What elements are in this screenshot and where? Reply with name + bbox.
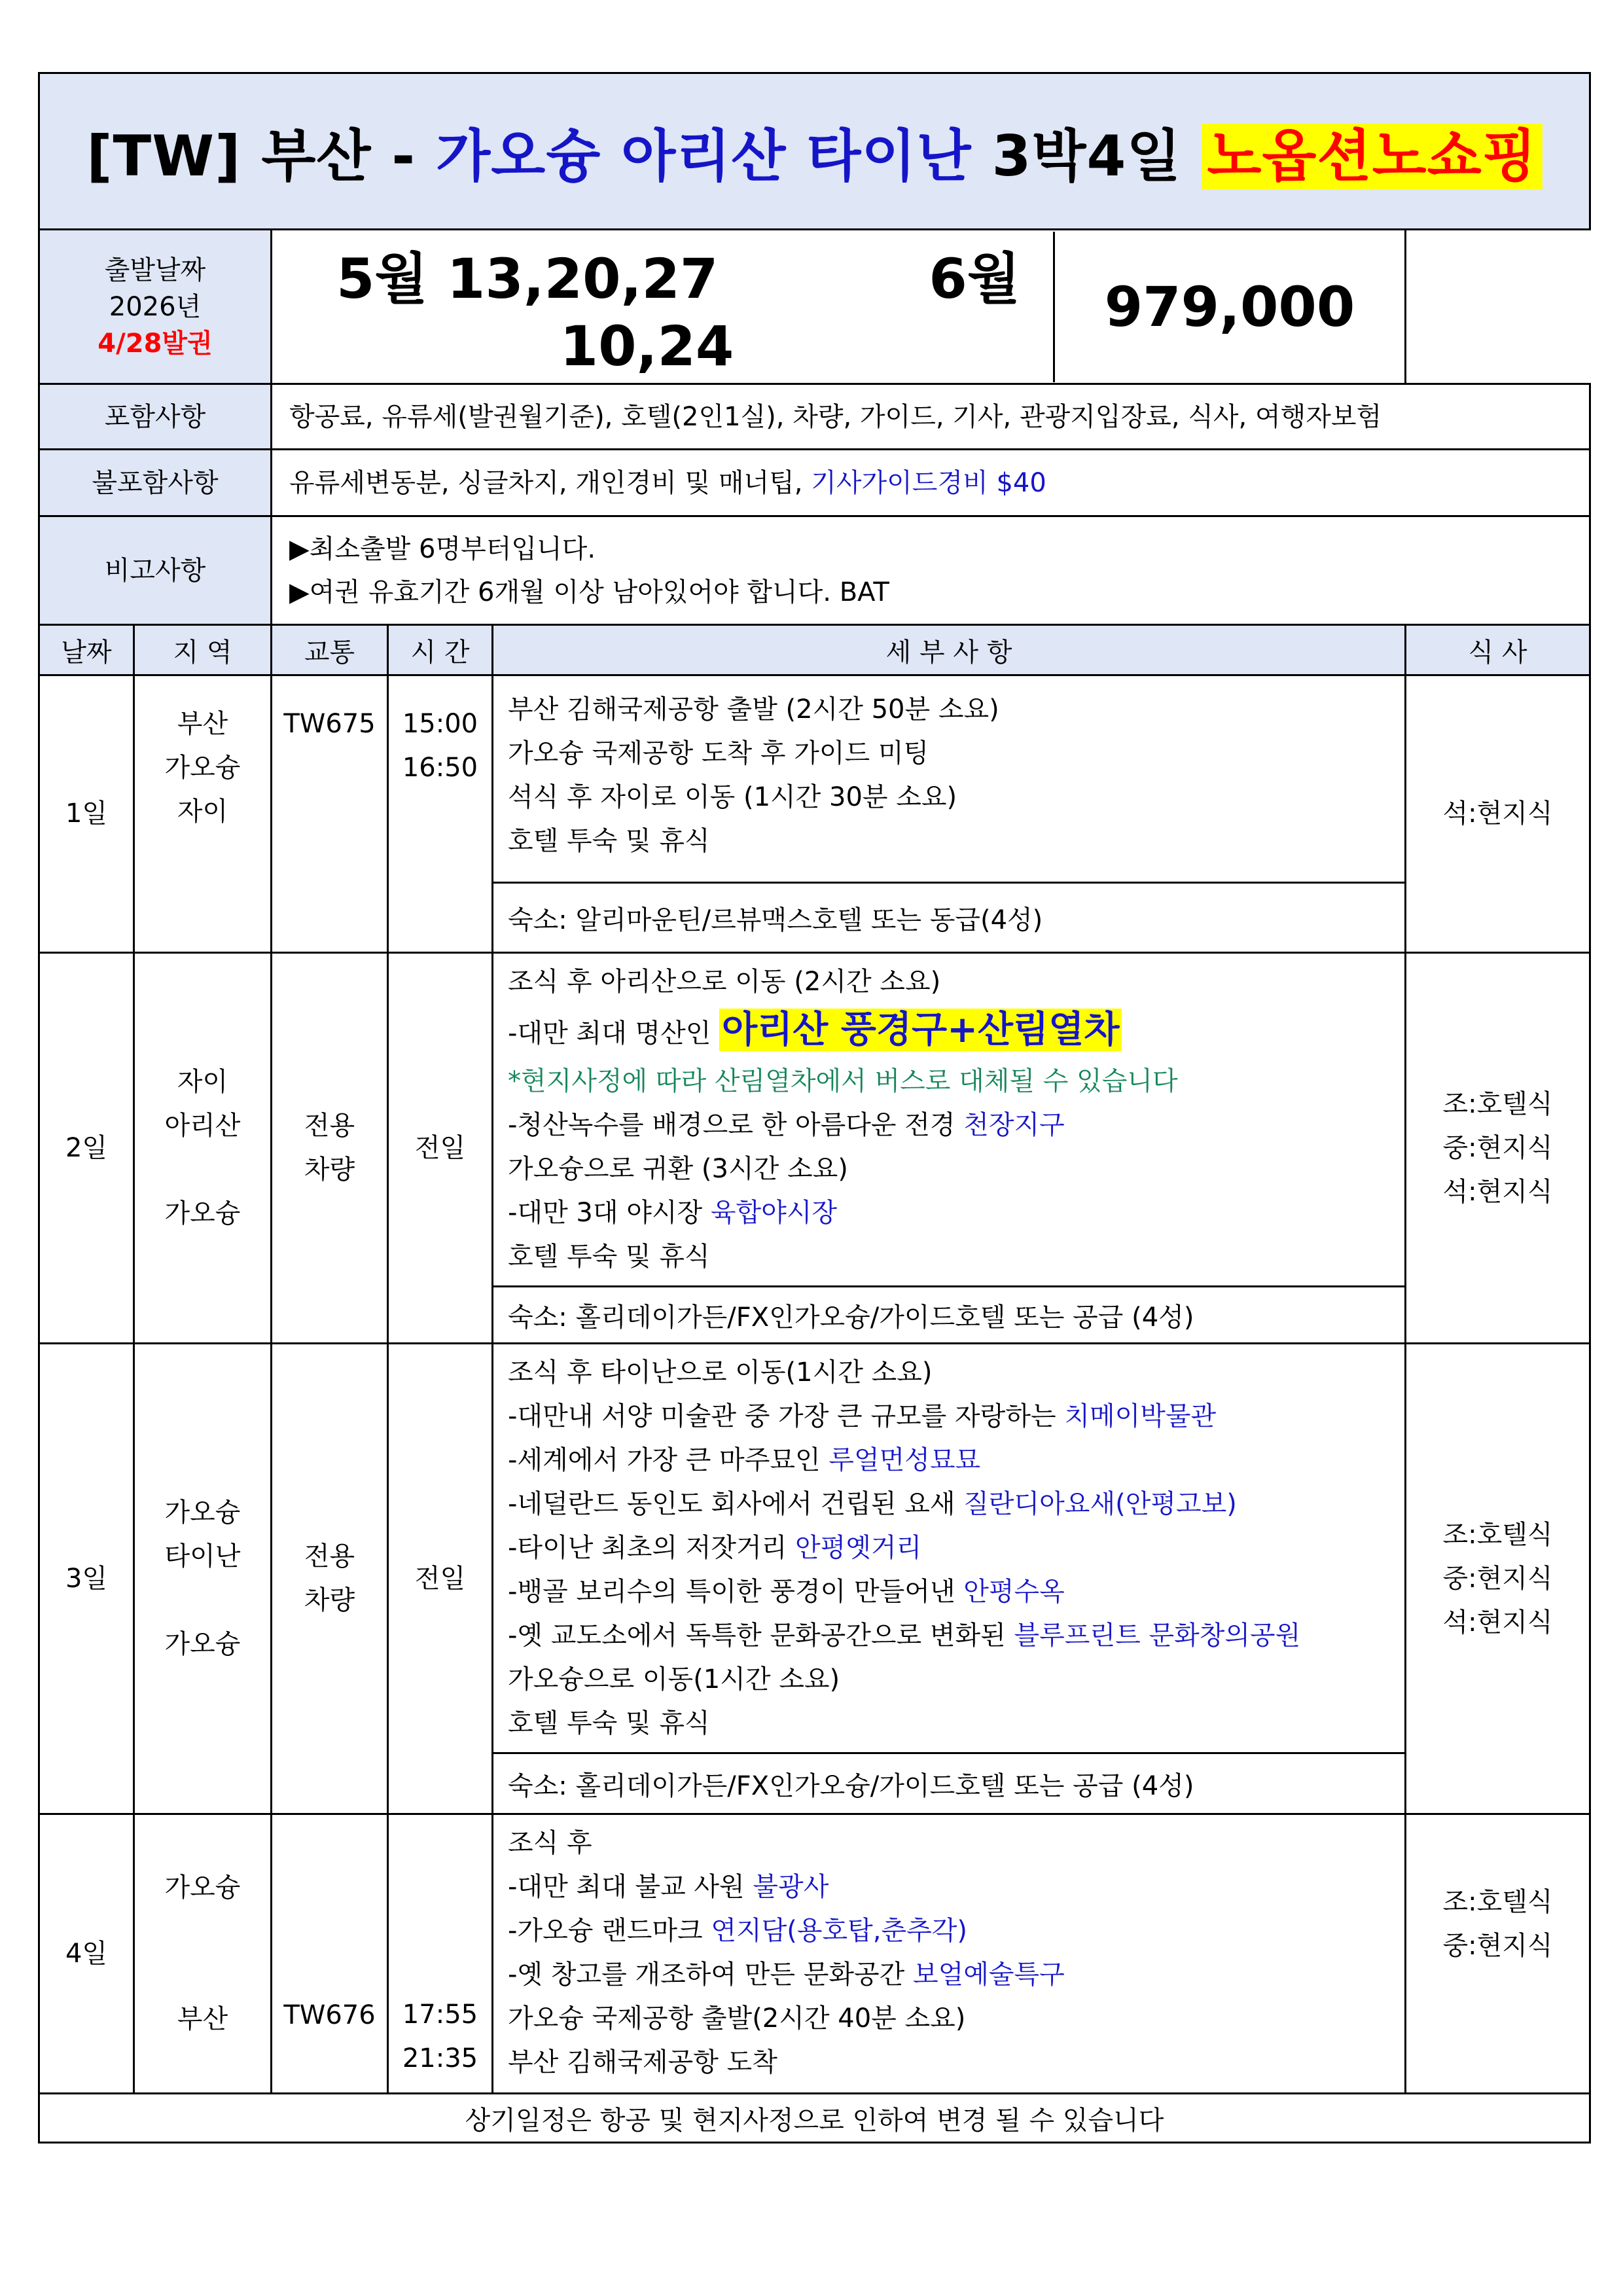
day3-line-7 <box>508 1614 1404 1658</box>
day4-line-4-text: -옛 창고를 개조하여 만든 문화공간 <box>508 1960 913 1990</box>
footer-notice: 상기일정은 항공 및 현지사정으로 인하여 변경 될 수 있습니다 <box>39 2094 1590 2143</box>
day3-day: 3일 <box>39 1344 134 1814</box>
departure-year: 2026년 <box>109 291 202 322</box>
day4-day: 4일 <box>39 1814 134 2094</box>
day3-transport-2: 차량 <box>304 1585 355 1615</box>
day3-line-2-text: -대만내 서양 미술관 중 가장 큰 규모를 자랑하는 <box>508 1401 1065 1431</box>
day2-line-2 <box>508 1004 1404 1060</box>
day3-line-3-text: -세계에서 가장 큰 마주묘인 <box>508 1445 829 1475</box>
departure-dates-text <box>272 232 1054 382</box>
day3-line-8: 가오슝으로 이동(1시간 소요) <box>508 1664 840 1695</box>
day4-region <box>134 1814 272 2094</box>
day1-arrive-time: 16:50 <box>402 753 478 783</box>
day1-region-1: 부산 <box>177 709 228 739</box>
day2-highlight-alishan: 아리산 풍경구+산림열차 <box>719 1009 1122 1051</box>
guide-fee: 기사가이드경비 $40 <box>811 467 1046 498</box>
may-dates: 5월 13,20,27 <box>336 247 719 311</box>
includes-label: 포함사항 <box>39 384 272 450</box>
departure-label <box>39 230 272 384</box>
day2-time: 전일 <box>388 953 493 1344</box>
day3-sight-4: 안평옛거리 <box>794 1533 922 1563</box>
day4-line-5: 가오슝 국제공항 출발(2시간 40분 소요) <box>508 2003 966 2034</box>
day3-sight-5: 안평수옥 <box>963 1577 1065 1607</box>
day2-transport-2: 차량 <box>304 1155 355 1185</box>
day3-meal-lunch: 중:현지식 <box>1442 1563 1553 1594</box>
day1-meals <box>1406 675 1590 953</box>
day2-day: 2일 <box>39 953 134 1344</box>
day2-transport-1: 전용 <box>304 1111 355 1141</box>
day4-line-1: 조식 후 <box>508 1828 592 1858</box>
header-details: 세 부 사 항 <box>493 625 1406 675</box>
day4-line-3-text: -가오슝 랜드마크 <box>508 1916 711 1946</box>
page-title <box>39 73 1590 230</box>
includes-text: 항공료, 유류세(발권월기준), 호텔(2인1실), 차량, 가이드, 기사, 관광지입장료, 식사, 여행자보험 <box>272 384 1590 450</box>
excludes-text <box>272 450 1590 516</box>
day3-region <box>134 1344 272 1814</box>
title-duration: 3박4일 <box>971 124 1202 189</box>
day4-line-4 <box>508 1953 1404 1997</box>
day3-line-2 <box>508 1395 1404 1439</box>
day3-schedule <box>493 1344 1406 1753</box>
header-day: 날짜 <box>39 625 134 675</box>
day2-meals <box>1406 953 1590 1344</box>
remark-passport: ▶여권 유효기간 6개월 이상 남아있어야 합니다. BAT <box>289 577 889 607</box>
day4-line-2 <box>508 1865 1404 1909</box>
day3-hotel: 숙소: 홀리데이가든/FX인가오슝/가이드호텔 또는 공급 (4성) <box>493 1753 1406 1814</box>
remarks-text <box>272 516 1590 625</box>
departure-dates <box>272 230 1406 384</box>
day4-region-1: 가오슝 <box>164 1873 241 1903</box>
day2-line-4-text: -청산녹수를 배경으로 한 아름다운 전경 <box>508 1110 964 1140</box>
day3-line-1: 조식 후 타이난으로 이동(1시간 소요) <box>508 1357 933 1388</box>
day4-line-6: 부산 김해국제공항 도착 <box>508 2047 777 2077</box>
day3-sight-2: 루얼먼성묘묘 <box>829 1445 981 1475</box>
day4-line-3 <box>508 1909 1404 1953</box>
day2-line-6-text: -대만 3대 야시장 <box>508 1198 711 1228</box>
day4-schedule <box>493 1814 1406 2094</box>
day3-line-5-text: -타이난 최초의 저잣거리 <box>508 1533 795 1563</box>
day2-line-4 <box>508 1103 1404 1147</box>
day2-region <box>134 953 272 1344</box>
day3-line-3 <box>508 1439 1404 1482</box>
day4-region-2: 부산 <box>177 2004 228 2034</box>
title-prefix: [TW] 부산 - <box>86 124 437 189</box>
june-dates: 6월 10,24 <box>560 247 1020 378</box>
day3-sight-6: 블루프린트 문화창의공원 <box>1014 1621 1301 1651</box>
header-time: 시 간 <box>388 625 493 675</box>
day1-region-2: 가오슝 <box>164 753 241 783</box>
day2-transport <box>272 953 388 1344</box>
day3-meals <box>1406 1344 1590 1814</box>
day2-line-7: 호텔 투숙 및 휴식 <box>508 1242 710 1272</box>
day4-sight-1: 불광사 <box>753 1872 829 1902</box>
remarks-label: 비고사항 <box>39 516 272 625</box>
day3-line-9: 호텔 투숙 및 휴식 <box>508 1708 710 1738</box>
day1-depart-time: 15:00 <box>402 709 478 739</box>
day3-region-1: 가오슝 <box>164 1498 241 1528</box>
day4-time <box>388 1814 493 2094</box>
day3-sight-3: 질란디아요새(안평고보) <box>963 1489 1237 1519</box>
day1-region-3: 자이 <box>177 797 228 827</box>
day3-line-7-text: -옛 교도소에서 독특한 문화공간으로 변화된 <box>508 1621 1014 1651</box>
departure-label-text: 출발날짜 <box>104 255 206 285</box>
header-meals: 식 사 <box>1406 625 1590 675</box>
day3-transport-1: 전용 <box>304 1541 355 1571</box>
day3-line-6-text: -뱅골 보리수의 특이한 풍경이 만들어낸 <box>508 1577 964 1607</box>
day4-meal-lunch: 중:현지식 <box>1442 1931 1553 1961</box>
day4-meal-breakfast: 조:호텔식 <box>1442 1887 1553 1917</box>
excludes-label: 불포함사항 <box>39 450 272 516</box>
day1-schedule <box>493 675 1406 883</box>
day4-meals <box>1406 1814 1590 2094</box>
day3-line-4-text: -네덜란드 동인도 회사에서 건립된 요새 <box>508 1489 964 1519</box>
day2-region-2: 아리산 <box>164 1111 241 1141</box>
day1-region <box>134 675 272 953</box>
day3-time: 전일 <box>388 1344 493 1814</box>
day3-line-5 <box>508 1526 1404 1570</box>
day1-line-2: 가오슝 국제공항 도착 후 가이드 미팅 <box>508 738 929 768</box>
day1-flight: TW675 <box>272 675 388 953</box>
day2-region-3: 가오슝 <box>164 1198 241 1229</box>
title-badge: 노옵션노쇼핑 <box>1202 124 1542 189</box>
day2-schedule <box>493 953 1406 1287</box>
day4-flight: TW676 <box>272 1814 388 2094</box>
day4-line-2-text: -대만 최대 불교 사원 <box>508 1872 753 1902</box>
day4-depart-time: 17:55 <box>402 2000 478 2030</box>
day2-line-3: *현지사정에 따라 산림열차에서 버스로 대체될 수 있습니다 <box>508 1066 1178 1096</box>
day1-line-4: 호텔 투숙 및 휴식 <box>508 826 710 856</box>
day3-line-6 <box>508 1570 1404 1614</box>
day3-transport <box>272 1344 388 1814</box>
dates-split <box>272 232 1404 382</box>
day4-sight-2: 연지담(용호탑,춘추각) <box>711 1916 968 1946</box>
price: 979,000 <box>1104 274 1355 339</box>
day2-line-2-text: -대만 최대 명산인 <box>508 1018 720 1049</box>
day2-hotel: 숙소: 홀리데이가든/FX인가오슝/가이드호텔 또는 공급 (4성) <box>493 1287 1406 1344</box>
title-destination: 가오슝 아리산 타이난 <box>436 124 972 189</box>
day3-sight-1: 치메이박물관 <box>1064 1401 1217 1431</box>
day2-line-1: 조식 후 아리산으로 이동 (2시간 소요) <box>508 967 941 997</box>
day3-meal-breakfast: 조:호텔식 <box>1442 1519 1553 1550</box>
day2-meal-dinner: 석:현지식 <box>1442 1176 1553 1207</box>
day1-line-1: 부산 김해국제공항 출발 (2시간 50분 소요) <box>508 694 999 725</box>
day2-line-5: 가오슝으로 귀환 (3시간 소요) <box>508 1154 848 1184</box>
day1-time <box>388 675 493 953</box>
remark-min-people: ▶최소출발 6명부터입니다. <box>289 533 596 564</box>
day1-day: 1일 <box>39 675 134 953</box>
day3-region-2: 타이난 <box>164 1541 241 1571</box>
itinerary-sheet <box>38 72 1589 2144</box>
day2-meal-breakfast: 조:호텔식 <box>1442 1088 1553 1119</box>
day3-meal-dinner: 석:현지식 <box>1442 1607 1553 1638</box>
ticketing-date: 4/28발권 <box>98 328 213 359</box>
header-transport: 교통 <box>272 625 388 675</box>
header-region: 지 역 <box>134 625 272 675</box>
day4-arrive-time: 21:35 <box>402 2043 478 2073</box>
day4-sight-3: 보얼예술특구 <box>912 1960 1065 1990</box>
day1-meal-dinner: 석:현지식 <box>1442 798 1553 829</box>
day2-meal-lunch: 중:현지식 <box>1442 1132 1553 1163</box>
day2-line-6 <box>508 1191 1404 1235</box>
day1-hotel: 숙소: 알리마운틴/르뷰맥스호텔 또는 동급(4성) <box>493 883 1406 953</box>
day1-line-3: 석식 후 자이로 이동 (1시간 30분 소요) <box>508 782 957 812</box>
day2-sight-1: 천장지구 <box>963 1110 1065 1140</box>
day2-sight-2: 육합야시장 <box>710 1198 838 1228</box>
excludes-list: 유류세변동분, 싱글차지, 개인경비 및 매너팁, <box>289 467 812 498</box>
day3-region-3: 가오슝 <box>164 1629 241 1659</box>
day3-line-4 <box>508 1482 1404 1526</box>
day2-region-1: 자이 <box>177 1067 228 1097</box>
itinerary-table <box>38 72 1591 2144</box>
